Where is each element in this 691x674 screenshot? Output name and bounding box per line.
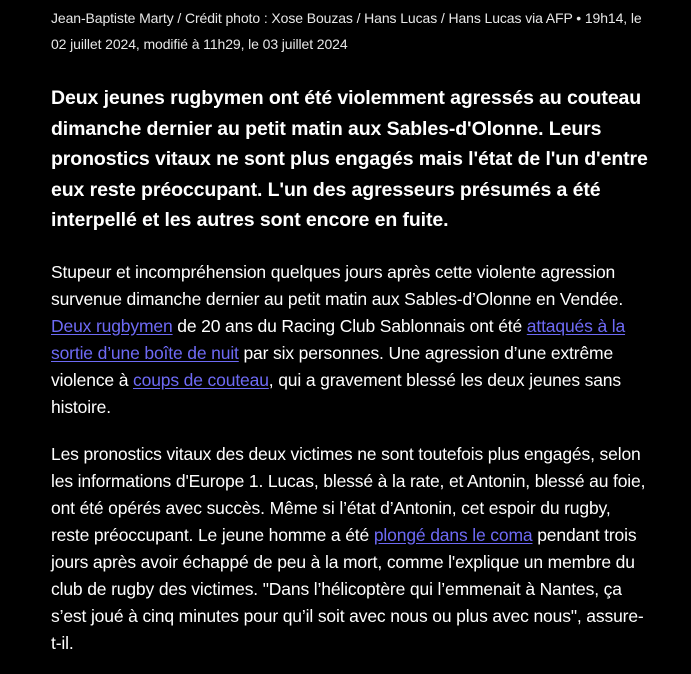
link-plonge-dans-le-coma[interactable]: plongé dans le coma <box>373 524 533 545</box>
article-paragraph-1 <box>51 259 651 421</box>
link-attaques-boite-de-nuit[interactable]: attaqués à la sortie d’une boîte de nuit <box>51 315 626 363</box>
paragraph-text: Stupeur et incompréhension quelques jours après cette violente agression survenue dimanche dernier au petit matin aux Sables-d’Olonne en Vendée. <box>51 261 624 309</box>
paragraph-text: par six personnes. Une agression d’une extrême violence à <box>51 342 614 390</box>
paragraph-text: de 20 ans du Racing Club Sablonnais ont été <box>172 315 527 336</box>
paragraph-text: , qui a gravement blessé les deux jeunes sans histoire. <box>51 369 621 417</box>
article-body <box>51 0 651 674</box>
article-byline: Jean-Baptiste Marty / Crédit photo : Xose Bouzas / Hans Lucas / Hans Lucas via AFP • 19h14, le 02 juillet 2024, modifié à 11h29, le 03 juillet 2024 <box>51 10 642 52</box>
paragraph-text: Les pronostics vitaux des deux victimes ne sont toutefois plus engagés, selon les informations d'Europe 1. Lucas, blessé à la rate, et Antonin, blessé au foie, ont été opérés avec succès. Même si l’état d’Antonin, cet espoir du rugby, reste préoccupant. Le jeune homme a été <box>51 443 646 545</box>
link-coups-de-couteau[interactable]: coups de couteau <box>133 369 269 390</box>
paragraph-text: pendant trois jours après avoir échappé de peu à la mort, comme l'explique un membre du club de rugby des victimes. "Dans l’hélicoptère qui l’emmenait à Nantes, ça s’est joué à cinq minutes pour qu’il soit avec nous ou plus avec nous", assure-t-il. <box>51 524 644 653</box>
article-lead: Deux jeunes rugbymen ont été violemment agressés au couteau dimanche dernier au petit matin aux Sables-d'Olonne. Leurs pronostics vitaux ne sont plus engagés mais l'état de l'un d'entre eux reste préoccupant. L'un des agresseurs présumés a été interpellé et les autres sont encore en fuite. <box>51 87 648 231</box>
link-deux-rugbymen[interactable]: Deux rugbymen <box>51 315 173 336</box>
article-paragraph-2 <box>51 441 651 657</box>
